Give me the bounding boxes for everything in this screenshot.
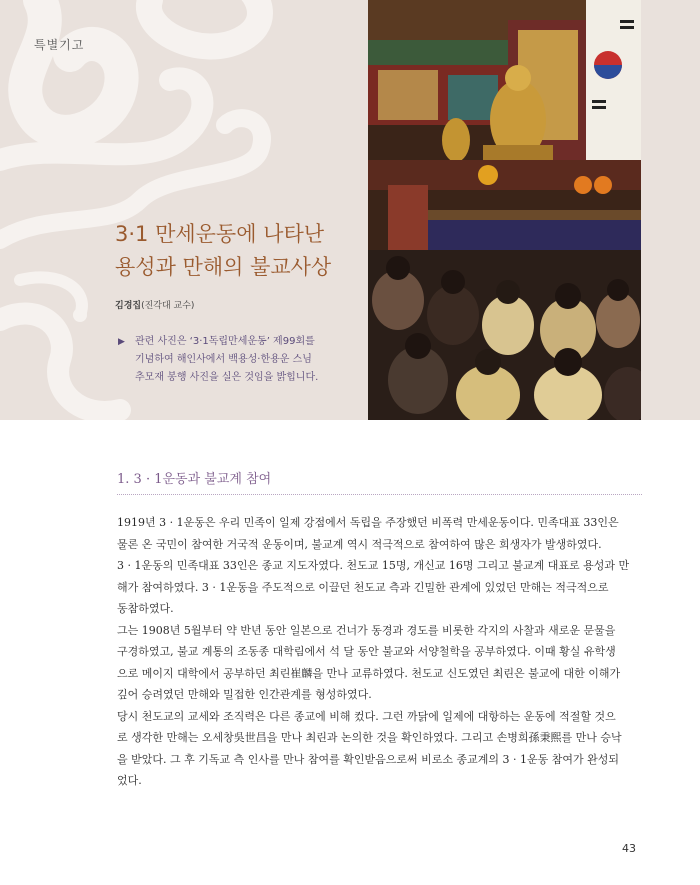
body-line: 물론 온 국민이 참여한 거국적 운동이며, 불교계 역시 적극적으로 참여하여 많은 희생자가 발생하였다. bbox=[117, 537, 602, 551]
body-line: 그는 1908년 5월부터 약 반년 동안 일본으로 건너가 동경과 경도를 비롯한 각지의 사찰과 새로운 문물을 bbox=[117, 623, 616, 637]
body-line: 깊어 승려였던 만해와 밀접한 인간관계를 형성하였다. bbox=[117, 688, 372, 701]
title-line-1: 3·1 만세운동에 나타난 bbox=[115, 222, 325, 246]
body-line: 구경하였고, 불교 계통의 조동종 대학림에서 석 달 동안 불교와 서양철학을 공부하였다. 이때 황실 유학생 bbox=[117, 645, 616, 658]
author-affiliation: (진각대 교수) bbox=[141, 301, 195, 311]
body-line: 로 생각한 만해는 오세창吳世昌을 만나 최린과 논의한 것을 확인하였다. 그리고 손병희孫秉熙를 만나 승낙 bbox=[117, 731, 622, 744]
body-line: 었다. bbox=[117, 774, 142, 787]
section-heading: 1. 3 · 1운동과 불교계 참여 bbox=[117, 472, 272, 487]
triangle-right-icon: ▶ bbox=[118, 337, 125, 347]
body-line: 으로 메이지 대학에서 공부하던 최린崔麟을 만나 교류하였다. 천도교 신도였던 최린은 불교에 대한 이해가 bbox=[117, 666, 621, 680]
author-byline bbox=[115, 298, 194, 311]
body-line: 동참하였다. bbox=[117, 602, 174, 615]
body-line: 1919년 3 · 1운동은 우리 민족이 일제 강점에서 독립을 주장했던 비폭력 만세운동이다. 민족대표 33인은 bbox=[117, 516, 619, 529]
caption-line: 관련 사진은 ‘3·1독립만세운동’ 제99회를 bbox=[135, 336, 315, 347]
article-title bbox=[115, 218, 331, 284]
body-line: 3 · 1운동의 민족대표 33인은 종교 지도자였다. 천도교 15명, 개신교 16명 그리고 불교계 대표로 용성과 만 bbox=[117, 559, 630, 572]
page-number: 43 bbox=[622, 842, 636, 855]
body-line: 당시 천도교의 교세와 조직력은 다른 종교에 비해 컸다. 그런 까닭에 일제에 대항하는 운동에 적절할 것으 bbox=[117, 709, 616, 723]
body-line: 해가 참여하였다. 3 · 1운동을 주도적으로 이끌던 천도교 측과 긴밀한 관계에 있었던 만해는 적극적으로 bbox=[117, 580, 609, 594]
photo-caption bbox=[118, 333, 358, 387]
temple-ceremony-photo bbox=[368, 0, 641, 420]
title-line-2: 용성과 만해의 불교사상 bbox=[115, 255, 332, 279]
caption-line: 기념하여 해인사에서 백용성·한용운 스님 bbox=[135, 354, 312, 365]
body-line: 을 받았다. 그 후 기독교 측 인사를 만나 참여를 확인받음으로써 비로소 종교계의 3 · 1운동 참여가 완성되 bbox=[117, 752, 619, 766]
heading-divider bbox=[117, 494, 642, 495]
article-body bbox=[117, 512, 642, 792]
section-tag: 특별기고 bbox=[34, 38, 85, 52]
author-name: 김경집 bbox=[115, 301, 142, 311]
caption-line: 추모재 봉행 사진을 실은 것임을 밝힙니다. bbox=[135, 372, 319, 383]
